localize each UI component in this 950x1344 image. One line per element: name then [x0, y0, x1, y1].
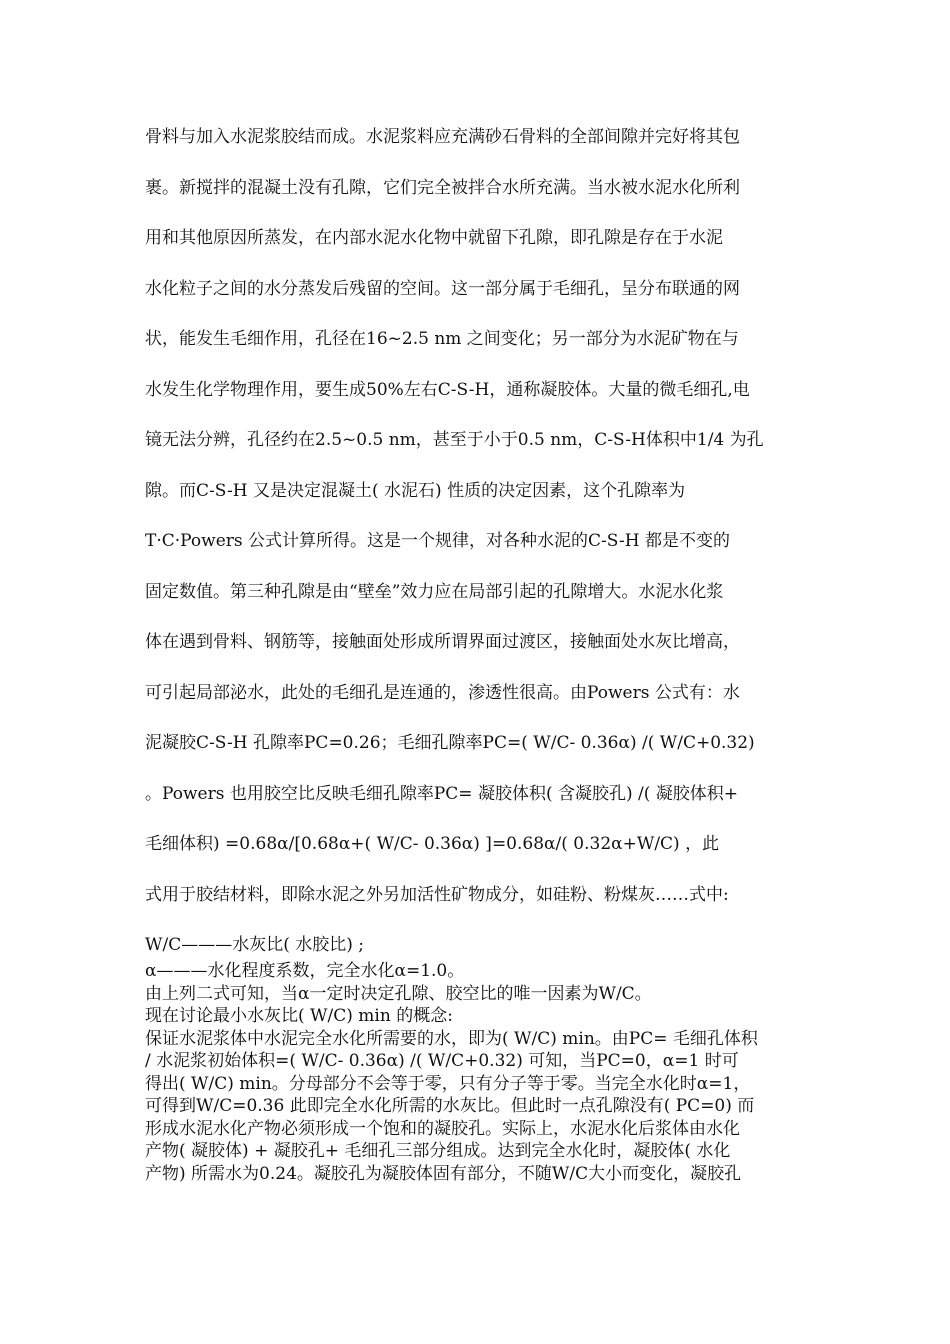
text-line: 隙。而C-S-H 又是决定混凝土( 水泥石) 性质的决定因素，这个孔隙率为 — [145, 480, 686, 501]
text-line: 毛细体积) =0.68α/[0.68α+( W/C- 0.36α) ]=0.68α/( 0.32α+W/C) ，此 — [145, 834, 720, 854]
text-line: 现在讨论最小水灰比( W/C) min 的概念: — [145, 1006, 453, 1026]
text-line: / 水泥浆初始体积=( W/C- 0.36α) /( W/C+0.32) 可知，当PC=0，α=1 时可 — [145, 1051, 739, 1071]
text-line: 裹。新搅拌的混凝土没有孔隙，它们完全被拌合水所充满。当水被水泥水化所利 — [145, 177, 740, 198]
text-line: T·C·Powers 公式计算所得。这是一个规律，对各种水泥的C-S-H 都是不变的 — [145, 531, 730, 551]
text-line: 泥凝胶C-S-H 孔隙率PC=0.26；毛细孔隙率PC=( W/C- 0.36α) /( W/C+0.32) — [145, 733, 755, 753]
body-text-tight — [145, 960, 815, 1185]
text-line: α———水化程度系数，完全水化α=1.0。 — [145, 961, 465, 981]
text-line: 式用于胶结材料，即除水泥之外另加活性矿物成分，如硅粉、粉煤灰……式中: — [145, 884, 729, 905]
text-line: 水发生化学物理作用，要生成50%左右C-S-H，通称凝胶体。大量的微毛细孔,电 — [145, 379, 750, 400]
text-line: 镜无法分辨，孔径约在2.5~0.5 nm，甚至于小于0.5 nm，C-S-H体积中1/4 为孔 — [145, 430, 764, 450]
text-line: W/C———水灰比( 水胶比) ; — [145, 935, 365, 955]
text-line: 由上列二式可知，当α一定时决定孔隙、胶空比的唯一因素为W/C。 — [145, 983, 652, 1004]
text-line: 。Powers 也用胶空比反映毛细孔隙率PC= 凝胶体积( 含凝胶孔) /( 凝胶体积+ — [145, 783, 739, 804]
text-line: 骨料与加入水泥浆胶结而成。水泥浆料应充满砂石骨料的全部间隙并完好将其包 — [145, 127, 740, 147]
text-line: 产物( 凝胶体) + 凝胶孔+ 毛细孔三部分组成。达到完全水化时，凝胶体( 水化 — [145, 1141, 731, 1161]
text-line: 可引起局部泌水，此处的毛细孔是连通的，渗透性很高。由Powers 公式有：水 — [145, 682, 740, 703]
text-line: 状，能发生毛细作用，孔径在16~2.5 nm 之间变化；另一部分为水泥矿物在与 — [145, 329, 739, 349]
body-text-loose — [145, 118, 815, 977]
text-line: 形成水泥水化产物必须形成一个饱和的凝胶孔。实际上，水泥水化后浆体由水化 — [145, 1118, 740, 1139]
text-line: 保证水泥浆体中水泥完全水化所需要的水，即为( W/C) min。由PC= 毛细孔体积 — [145, 1028, 758, 1049]
text-line: 体在遇到骨料、钢筋等，接触面处形成所谓界面过渡区，接触面处水灰比增高， — [145, 632, 740, 652]
text-line: 固定数值。第三种孔隙是由“壁垒”效力应在局部引起的孔隙增大。水泥水化浆 — [145, 581, 724, 602]
text-line: 可得到W/C=0.36 此即完全水化所需的水灰比。但此时一点孔隙没有( PC=0) 而 — [145, 1096, 755, 1116]
text-line: 用和其他原因所蒸发，在内部水泥水化物中就留下孔隙，即孔隙是存在于水泥 — [145, 228, 723, 248]
text-line: 得出( W/C) min。分母部分不会等于零，只有分子等于零。当完全水化时α=1， — [145, 1073, 751, 1094]
text-line: 产物) 所需水为0.24。凝胶孔为凝胶体固有部分，不随W/C大小而变化，凝胶孔 — [145, 1163, 742, 1184]
text-line: 水化粒子之间的水分蒸发后残留的空间。这一部分属于毛细孔，呈分布联通的网 — [145, 278, 740, 299]
